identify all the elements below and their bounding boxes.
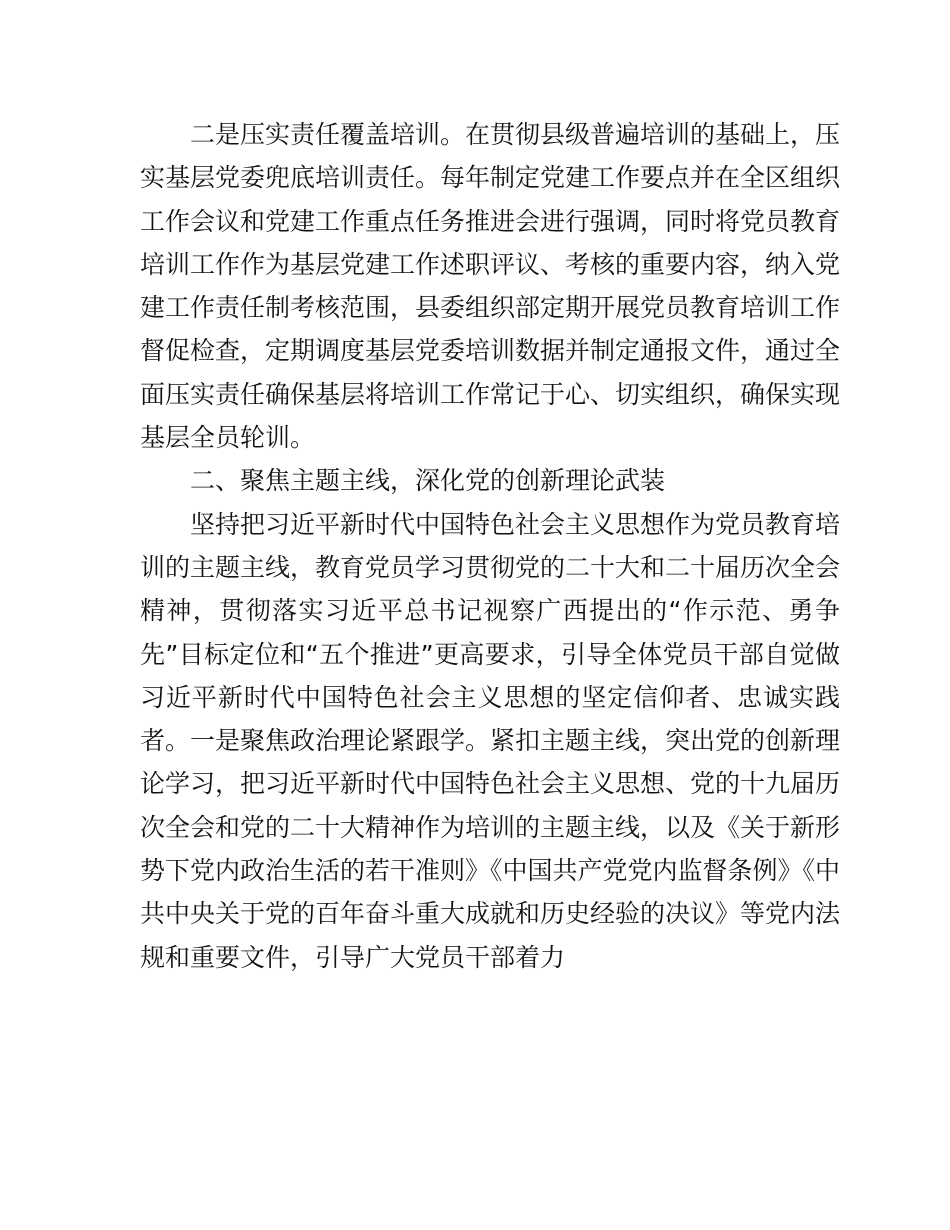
section-heading: 二、聚焦主题主线，深化党的创新理论武装: [190, 466, 666, 496]
paragraph-theme-mainline: 坚持把习近平新时代中国特色社会主义思想作为党员教育培训的主题主线，教育党员学习贯彻党的二十大和二十届历次全会精神，贯彻落实习近平总书记视察广西提出的“作示范、勇争先”目标定位和“五个推进”更高要求，引导全体党员干部自觉做习近平新时代中国特色社会主义思想的坚定信仰者、忠诚实践者。一是聚焦政治理论紧跟学。紧扣主题主线，突出党的创新理论学习，把习近平新时代中国特色社会主义思想、党的十九届历次全会和党的二十大精神作为培训的主题主线，以及《关于新形势下党内政治生活的若干准则》《中国共产党党内监督条例》《中共中央关于党的百年奋斗重大成就和历史经验的决议》等党内法规和重要文件，引导广大党员干部着力: [140, 509, 841, 972]
document-body: [140, 113, 840, 979]
paragraph-responsibility-training: 二是压实责任覆盖培训。在贯彻县级普遍培训的基础上，压实基层党委兜底培训责任。每年制定党建工作要点并在全区组织工作会议和党建工作重点任务推进会进行强调，同时将党员教育培训工作作为基层党建工作述职评议、考核的重要内容，纳入党建工作责任制考核范围，县委组织部定期开展党员教育培训工作督促检查，定期调度基层党委培训数据并制定通报文件，通过全面压实责任确保基层将培训工作常记于心、切实组织，确保实现基层全员轮训。: [140, 120, 841, 453]
